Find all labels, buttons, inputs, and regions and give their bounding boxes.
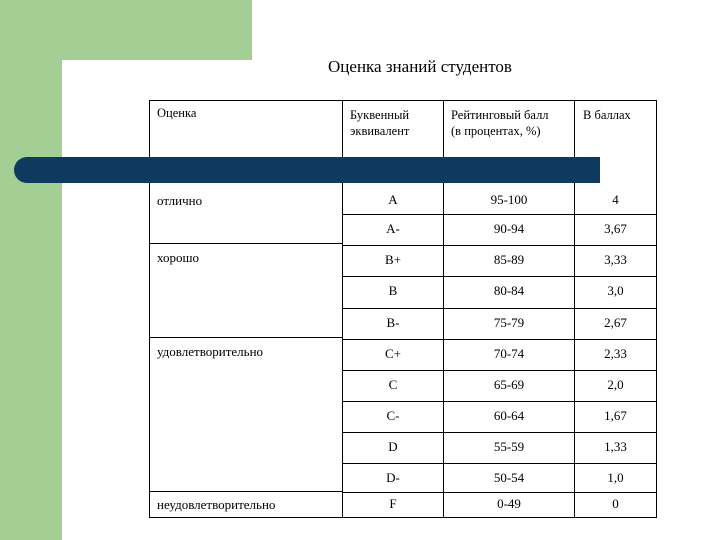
letter-cell: B <box>388 283 398 298</box>
range-cell: 90-94 <box>493 221 525 236</box>
header-grade: Оценка <box>157 106 197 120</box>
left-green-band <box>0 0 62 540</box>
letter-cell: C- <box>386 408 400 423</box>
letter-cell: A <box>388 192 398 207</box>
points-cell: 2,0 <box>607 377 624 392</box>
letter-cell: D- <box>386 470 400 485</box>
row-divider <box>343 339 656 340</box>
row-divider <box>343 432 656 433</box>
header-rating-line2: (в процентах, %) <box>451 124 541 138</box>
row-divider <box>343 463 656 464</box>
points-cell: 0 <box>612 496 619 511</box>
header-letter-line1: Буквенный <box>350 108 410 122</box>
top-green-corner <box>62 0 252 60</box>
row-divider <box>343 245 656 246</box>
grade-satisfactory: удовлетворительно <box>157 344 264 359</box>
letter-cell: B+ <box>384 252 401 267</box>
header-rating <box>451 107 549 139</box>
row-divider <box>343 308 656 309</box>
points-cell: 1,67 <box>604 408 627 423</box>
range-cell: 70-74 <box>493 346 525 361</box>
range-cell: 65-69 <box>493 377 525 392</box>
points-cell: 3,67 <box>604 221 627 236</box>
letter-cell: C <box>388 377 398 392</box>
header-letter <box>350 107 409 139</box>
points-cell: 2,33 <box>604 346 627 361</box>
range-cell: 50-54 <box>493 470 525 485</box>
table-bottom-border <box>149 517 656 518</box>
group-divider <box>149 243 343 244</box>
points-cell: 3,33 <box>604 252 627 267</box>
letter-cell: B- <box>386 315 400 330</box>
points-cell: 1,33 <box>604 439 627 454</box>
row-divider <box>343 276 656 277</box>
range-cell: 55-59 <box>493 439 525 454</box>
points-cell: 2,67 <box>604 315 627 330</box>
row-divider <box>343 492 656 493</box>
points-cell: 3,0 <box>607 283 624 298</box>
range-cell: 80-84 <box>493 283 525 298</box>
slide-title: Оценка знаний студентов <box>328 57 512 76</box>
table-top-border <box>149 100 656 101</box>
header-rating-line1: Рейтинговый балл <box>451 108 549 122</box>
letter-cell: C+ <box>384 346 401 361</box>
header-divider-bar <box>14 157 600 183</box>
range-cell: 85-89 <box>493 252 525 267</box>
range-cell: 0-49 <box>497 496 521 511</box>
grade-unsatisfactory: неудовлетворительно <box>157 497 276 512</box>
row-divider <box>343 214 656 215</box>
range-cell: 95-100 <box>490 192 528 207</box>
grade-good: хорошо <box>157 250 200 265</box>
header-points: В баллах <box>583 108 631 122</box>
row-divider <box>343 370 656 371</box>
range-cell: 60-64 <box>493 408 525 423</box>
letter-cell: A- <box>386 221 400 236</box>
header-letter-line2: эквивалент <box>350 124 410 138</box>
row-divider <box>343 401 656 402</box>
range-cell: 75-79 <box>493 315 525 330</box>
letter-cell: F <box>389 496 397 511</box>
group-divider <box>149 491 343 492</box>
points-cell: 1,0 <box>607 470 624 485</box>
table-right-border <box>656 100 657 518</box>
grade-excellent: отлично <box>157 193 203 208</box>
group-divider <box>149 337 343 338</box>
points-cell: 4 <box>612 192 619 207</box>
letter-cell: D <box>388 439 398 454</box>
